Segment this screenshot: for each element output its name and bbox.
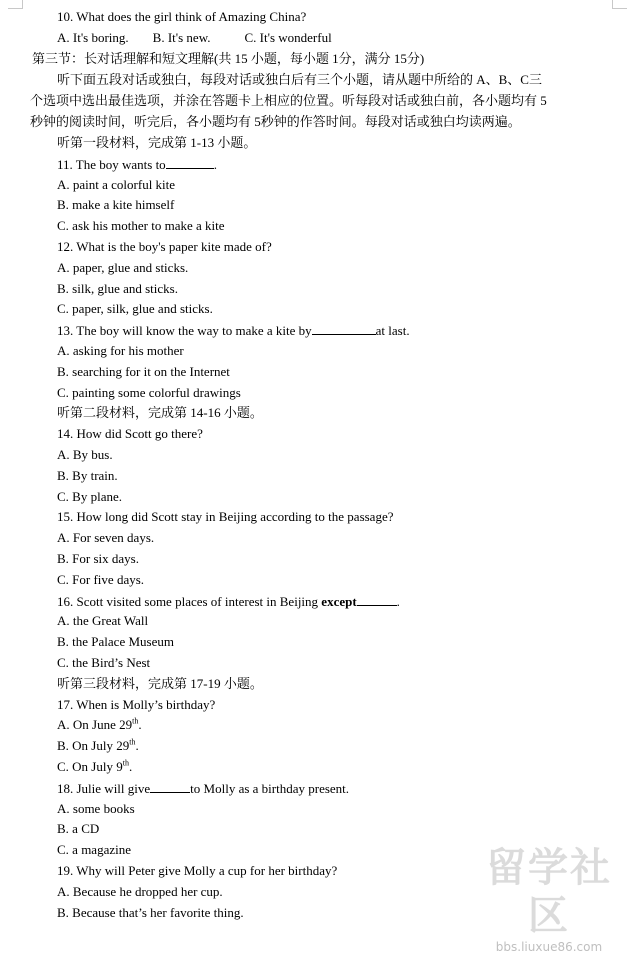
question-18-end: to Molly as a birthday present. xyxy=(190,781,350,796)
section-3-title: 第三节：长对话理解和短文理解(共 15 小题，每小题 1分，满分 15分) xyxy=(32,51,425,66)
question-11-option-c: C. ask his mother to make a kite xyxy=(57,218,225,233)
question-10: 10. What does the girl think of Amazing China? xyxy=(57,9,307,24)
answer-blank xyxy=(357,593,397,606)
answer-blank xyxy=(312,322,376,335)
question-11-end: . xyxy=(213,157,217,172)
question-16-option-c: C. the Bird’s Nest xyxy=(57,655,151,670)
part-2-heading: 听第二段材料，完成第 14-16 小题。 xyxy=(57,405,263,420)
question-17-option-c xyxy=(57,759,132,775)
option-a-text: A. On June 29 xyxy=(57,717,133,732)
question-11-text: 11. The boy wants to xyxy=(57,157,166,172)
question-14-option-a: A. By bus. xyxy=(57,447,113,462)
question-18-option-b: B. a CD xyxy=(57,821,100,836)
option-b-end: . xyxy=(135,738,139,753)
ordinal-suffix: th xyxy=(132,716,139,726)
question-11 xyxy=(57,156,217,173)
question-19-option-b: B. Because that’s her favorite thing. xyxy=(57,905,244,920)
part-3-heading: 听第三段材料，完成第 17-19 小题。 xyxy=(57,676,263,691)
question-16-option-b: B. the Palace Museum xyxy=(57,634,174,649)
question-16-emphasis: except xyxy=(321,594,357,609)
watermark xyxy=(469,844,629,954)
question-13-option-b: B. searching for it on the Internet xyxy=(57,364,230,379)
question-14-option-c: C. By plane. xyxy=(57,489,122,504)
option-b-text: B. On July 29 xyxy=(57,738,130,753)
question-16-option-a: A. the Great Wall xyxy=(57,613,149,628)
part-1-heading: 听第一段材料，完成第 1-13 小题。 xyxy=(57,135,257,150)
question-18-option-c: C. a magazine xyxy=(57,842,131,857)
question-15-option-a: A. For seven days. xyxy=(57,530,155,545)
option-c-text: C. On July 9 xyxy=(57,759,123,774)
answer-blank xyxy=(166,156,214,169)
question-15-option-c: C. For five days. xyxy=(57,572,145,587)
question-12-option-a: A. paper, glue and sticks. xyxy=(57,260,189,275)
ordinal-suffix: th xyxy=(122,758,129,768)
question-13 xyxy=(57,322,410,339)
question-16-text: 16. Scott visited some places of interest in Beijing xyxy=(57,594,319,609)
question-11-option-b: B. make a kite himself xyxy=(57,197,175,212)
question-12: 12. What is the boy's paper kite made of? xyxy=(57,239,272,254)
question-14: 14. How did Scott go there? xyxy=(57,426,203,441)
question-16-end: . xyxy=(396,594,400,609)
answer-blank xyxy=(150,780,190,793)
watermark-url: bbs.liuxue86.com xyxy=(495,940,603,954)
question-19-option-a: A. Because he dropped her cup. xyxy=(57,884,223,899)
question-18-option-a: A. some books xyxy=(57,801,135,816)
ordinal-suffix: th xyxy=(129,737,136,747)
question-11-option-a: A. paint a colorful kite xyxy=(57,177,176,192)
section-3-instruction-1: 听下面五段对话或独白，每段对话或独白后有三个小题，请从题中所给的 A、B、C三 xyxy=(57,72,542,87)
option-c-end: . xyxy=(128,759,133,774)
question-13-option-a: A. asking for his mother xyxy=(57,343,184,358)
question-17: 17. When is Molly’s birthday? xyxy=(57,697,216,712)
question-12-option-b: B. silk, glue and sticks. xyxy=(57,281,178,296)
question-12-option-c: C. paper, silk, glue and sticks. xyxy=(57,301,213,316)
page-corner-mark-right xyxy=(612,0,627,9)
question-13-text: 13. The boy will know the way to make a kite by xyxy=(57,323,312,338)
section-3-instruction-3: 秒钟的阅读时间，听完后，各小题均有 5秒钟的作答时间。每段对话或独白均读两遍。 xyxy=(30,114,521,129)
question-17-option-a xyxy=(57,717,142,733)
question-18 xyxy=(57,780,349,797)
section-3-instruction-2: 个选项中选出最佳选项，并涂在答题卡上相应的位置。听每段对话或独白前，各小题均有 5 xyxy=(30,93,547,108)
option-b: B. It's new. xyxy=(152,30,211,45)
page-corner-mark-left xyxy=(8,0,23,9)
question-10-options xyxy=(57,30,332,46)
option-a: A. It's boring. xyxy=(57,30,129,45)
question-15: 15. How long did Scott stay in Beijing according to the passage? xyxy=(57,509,394,524)
option-c: C. It's wonderful xyxy=(244,30,332,45)
question-14-option-b: B. By train. xyxy=(57,468,118,483)
option-a-end: . xyxy=(138,717,142,732)
question-13-end: at last. xyxy=(375,323,410,338)
question-13-option-c: C. painting some colorful drawings xyxy=(57,385,241,400)
question-18-text: 18. Julie will give xyxy=(57,781,151,796)
question-16 xyxy=(57,593,400,610)
question-17-option-b xyxy=(57,738,139,754)
question-15-option-b: B. For six days. xyxy=(57,551,139,566)
question-19: 19. Why will Peter give Molly a cup for her birthday? xyxy=(57,863,338,878)
watermark-logo: 留学社区 xyxy=(486,845,612,939)
